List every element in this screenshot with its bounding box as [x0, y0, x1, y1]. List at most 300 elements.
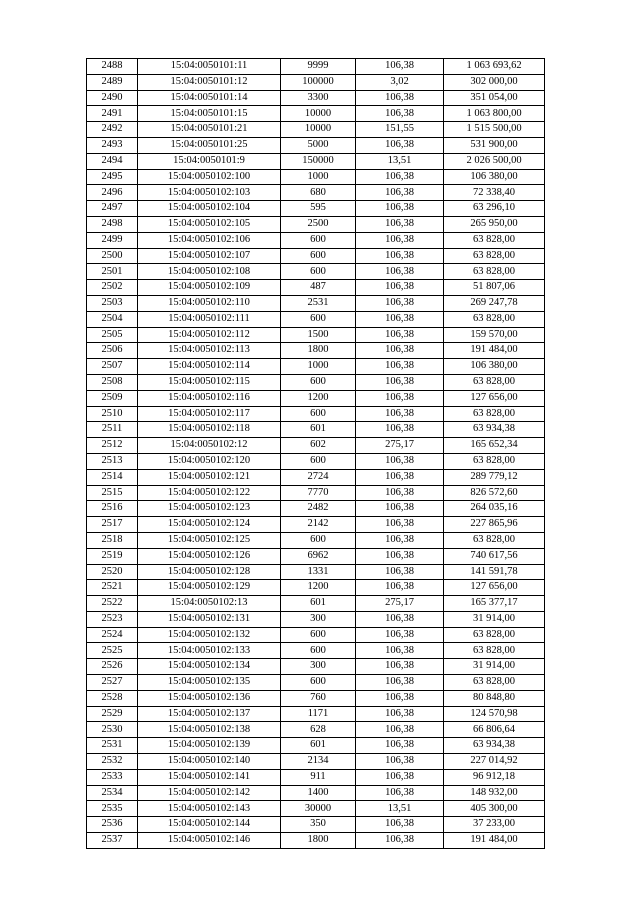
row-number-cell: 2535	[87, 801, 138, 817]
cadastral-number-cell: 15:04:0050102:107	[138, 248, 281, 264]
rate-cell: 106,38	[356, 343, 444, 359]
cadastral-value-cell: 72 338,40	[444, 185, 545, 201]
table-row	[87, 722, 545, 738]
rate-cell: 151,55	[356, 122, 444, 138]
table-row	[87, 675, 545, 691]
cadastral-value-cell: 302 000,00	[444, 74, 545, 90]
area-cell: 760	[281, 690, 356, 706]
row-number-cell: 2520	[87, 564, 138, 580]
table-row	[87, 106, 545, 122]
cadastral-number-cell: 15:04:0050102:140	[138, 754, 281, 770]
area-cell: 1000	[281, 359, 356, 375]
area-cell: 600	[281, 453, 356, 469]
cadastral-number-cell: 15:04:0050102:114	[138, 359, 281, 375]
area-cell: 2500	[281, 216, 356, 232]
rate-cell: 13,51	[356, 153, 444, 169]
row-number-cell: 2524	[87, 627, 138, 643]
table-row	[87, 706, 545, 722]
area-cell: 6962	[281, 548, 356, 564]
row-number-cell: 2534	[87, 785, 138, 801]
cadastral-value-cell: 531 900,00	[444, 137, 545, 153]
rate-cell: 275,17	[356, 596, 444, 612]
row-number-cell: 2516	[87, 501, 138, 517]
cadastral-value-cell: 289 779,12	[444, 469, 545, 485]
cadastral-number-cell: 15:04:0050102:117	[138, 406, 281, 422]
cadastral-number-cell: 15:04:0050101:11	[138, 59, 281, 75]
row-number-cell: 2530	[87, 722, 138, 738]
table-body	[87, 59, 545, 849]
table-row	[87, 643, 545, 659]
cadastral-number-cell: 15:04:0050102:135	[138, 675, 281, 691]
cadastral-value-cell: 63 934,38	[444, 422, 545, 438]
area-cell: 350	[281, 817, 356, 833]
table-row	[87, 548, 545, 564]
row-number-cell: 2507	[87, 359, 138, 375]
table-row	[87, 738, 545, 754]
cadastral-number-cell: 15:04:0050101:21	[138, 122, 281, 138]
cadastral-value-cell: 31 914,00	[444, 611, 545, 627]
cadastral-value-cell: 351 054,00	[444, 90, 545, 106]
cadastral-value-cell: 159 570,00	[444, 327, 545, 343]
cadastral-value-cell: 227 865,96	[444, 517, 545, 533]
cadastral-value-cell: 127 656,00	[444, 390, 545, 406]
row-number-cell: 2497	[87, 201, 138, 217]
area-cell: 1200	[281, 390, 356, 406]
cadastral-value-cell: 227 014,92	[444, 754, 545, 770]
table-row	[87, 754, 545, 770]
area-cell: 7770	[281, 485, 356, 501]
table-row	[87, 374, 545, 390]
area-cell: 600	[281, 532, 356, 548]
row-number-cell: 2515	[87, 485, 138, 501]
cadastral-number-cell: 15:04:0050102:139	[138, 738, 281, 754]
rate-cell: 106,38	[356, 327, 444, 343]
cadastral-number-cell: 15:04:0050102:131	[138, 611, 281, 627]
row-number-cell: 2511	[87, 422, 138, 438]
table-row	[87, 769, 545, 785]
cadastral-number-cell: 15:04:0050101:14	[138, 90, 281, 106]
area-cell: 601	[281, 596, 356, 612]
cadastral-value-cell: 2 026 500,00	[444, 153, 545, 169]
table-row	[87, 690, 545, 706]
cadastral-value-cell: 1 063 693,62	[444, 59, 545, 75]
rate-cell: 106,38	[356, 90, 444, 106]
area-cell: 1000	[281, 169, 356, 185]
area-cell: 5000	[281, 137, 356, 153]
rate-cell: 106,38	[356, 833, 444, 849]
area-cell: 487	[281, 280, 356, 296]
cadastral-number-cell: 15:04:0050102:115	[138, 374, 281, 390]
row-number-cell: 2521	[87, 580, 138, 596]
area-cell: 2724	[281, 469, 356, 485]
row-number-cell: 2509	[87, 390, 138, 406]
row-number-cell: 2528	[87, 690, 138, 706]
table-row	[87, 359, 545, 375]
cadastral-value-cell: 191 484,00	[444, 343, 545, 359]
rate-cell: 106,38	[356, 374, 444, 390]
rate-cell: 106,38	[356, 422, 444, 438]
cadastral-value-cell: 63 828,00	[444, 311, 545, 327]
cadastral-value-cell: 165 377,17	[444, 596, 545, 612]
area-cell: 3300	[281, 90, 356, 106]
table-row	[87, 438, 545, 454]
cadastral-number-cell: 15:04:0050102:137	[138, 706, 281, 722]
area-cell: 1800	[281, 343, 356, 359]
table-row	[87, 485, 545, 501]
cadastral-number-cell: 15:04:0050101:9	[138, 153, 281, 169]
table-row	[87, 580, 545, 596]
row-number-cell: 2532	[87, 754, 138, 770]
table-row	[87, 422, 545, 438]
area-cell: 10000	[281, 106, 356, 122]
row-number-cell: 2510	[87, 406, 138, 422]
cadastral-number-cell: 15:04:0050102:103	[138, 185, 281, 201]
cadastral-value-cell: 63 828,00	[444, 374, 545, 390]
row-number-cell: 2526	[87, 659, 138, 675]
cadastral-number-cell: 15:04:0050102:111	[138, 311, 281, 327]
cadastral-value-cell: 63 828,00	[444, 627, 545, 643]
table-row	[87, 216, 545, 232]
table-row	[87, 801, 545, 817]
rate-cell: 106,38	[356, 643, 444, 659]
cadastral-number-cell: 15:04:0050102:141	[138, 769, 281, 785]
cadastral-number-cell: 15:04:0050102:136	[138, 690, 281, 706]
rate-cell: 106,38	[356, 722, 444, 738]
rate-cell: 106,38	[356, 201, 444, 217]
cadastral-value-cell: 165 652,34	[444, 438, 545, 454]
cadastral-value-cell: 63 828,00	[444, 264, 545, 280]
rate-cell: 106,38	[356, 690, 444, 706]
cadastral-number-cell: 15:04:0050102:112	[138, 327, 281, 343]
area-cell: 600	[281, 406, 356, 422]
table-row	[87, 469, 545, 485]
rate-cell: 106,38	[356, 216, 444, 232]
cadastral-number-cell: 15:04:0050102:123	[138, 501, 281, 517]
rate-cell: 106,38	[356, 706, 444, 722]
area-cell: 2531	[281, 295, 356, 311]
table-row	[87, 280, 545, 296]
cadastral-value-cell: 191 484,00	[444, 833, 545, 849]
cadastral-value-cell: 96 912,18	[444, 769, 545, 785]
cadastral-value-cell: 106 380,00	[444, 359, 545, 375]
land-plots-table	[86, 58, 545, 849]
table-row	[87, 406, 545, 422]
area-cell: 595	[281, 201, 356, 217]
table-row	[87, 390, 545, 406]
area-cell: 600	[281, 627, 356, 643]
rate-cell: 106,38	[356, 785, 444, 801]
table-row	[87, 201, 545, 217]
cadastral-number-cell: 15:04:0050102:109	[138, 280, 281, 296]
rate-cell: 275,17	[356, 438, 444, 454]
area-cell: 680	[281, 185, 356, 201]
table-row	[87, 122, 545, 138]
rate-cell: 106,38	[356, 169, 444, 185]
rate-cell: 106,38	[356, 469, 444, 485]
area-cell: 600	[281, 232, 356, 248]
cadastral-value-cell: 80 848,80	[444, 690, 545, 706]
cadastral-number-cell: 15:04:0050102:110	[138, 295, 281, 311]
row-number-cell: 2536	[87, 817, 138, 833]
rate-cell: 106,38	[356, 264, 444, 280]
row-number-cell: 2496	[87, 185, 138, 201]
cadastral-number-cell: 15:04:0050102:124	[138, 517, 281, 533]
table-row	[87, 169, 545, 185]
row-number-cell: 2531	[87, 738, 138, 754]
row-number-cell: 2506	[87, 343, 138, 359]
rate-cell: 106,38	[356, 280, 444, 296]
cadastral-number-cell: 15:04:0050102:132	[138, 627, 281, 643]
row-number-cell: 2500	[87, 248, 138, 264]
cadastral-value-cell: 264 035,16	[444, 501, 545, 517]
area-cell: 601	[281, 422, 356, 438]
cadastral-value-cell: 269 247,78	[444, 295, 545, 311]
row-number-cell: 2498	[87, 216, 138, 232]
cadastral-number-cell: 15:04:0050101:15	[138, 106, 281, 122]
cadastral-number-cell: 15:04:0050102:129	[138, 580, 281, 596]
rate-cell: 106,38	[356, 59, 444, 75]
row-number-cell: 2504	[87, 311, 138, 327]
row-number-cell: 2489	[87, 74, 138, 90]
cadastral-number-cell: 15:04:0050102:106	[138, 232, 281, 248]
row-number-cell: 2523	[87, 611, 138, 627]
rate-cell: 106,38	[356, 137, 444, 153]
area-cell: 100000	[281, 74, 356, 90]
cadastral-number-cell: 15:04:0050102:118	[138, 422, 281, 438]
table-row	[87, 59, 545, 75]
area-cell: 600	[281, 248, 356, 264]
cadastral-number-cell: 15:04:0050102:108	[138, 264, 281, 280]
area-cell: 600	[281, 643, 356, 659]
cadastral-value-cell: 31 914,00	[444, 659, 545, 675]
area-cell: 10000	[281, 122, 356, 138]
row-number-cell: 2518	[87, 532, 138, 548]
rate-cell: 106,38	[356, 611, 444, 627]
rate-cell: 106,38	[356, 580, 444, 596]
area-cell: 2482	[281, 501, 356, 517]
cadastral-number-cell: 15:04:0050102:105	[138, 216, 281, 232]
cadastral-value-cell: 63 828,00	[444, 232, 545, 248]
cadastral-number-cell: 15:04:0050102:142	[138, 785, 281, 801]
table-row	[87, 564, 545, 580]
cadastral-value-cell: 826 572,60	[444, 485, 545, 501]
rate-cell: 13,51	[356, 801, 444, 817]
rate-cell: 106,38	[356, 517, 444, 533]
table-row	[87, 532, 545, 548]
cadastral-number-cell: 15:04:0050102:144	[138, 817, 281, 833]
row-number-cell: 2529	[87, 706, 138, 722]
rate-cell: 106,38	[356, 501, 444, 517]
row-number-cell: 2490	[87, 90, 138, 106]
cadastral-value-cell: 1 515 500,00	[444, 122, 545, 138]
row-number-cell: 2494	[87, 153, 138, 169]
cadastral-value-cell: 141 591,78	[444, 564, 545, 580]
cadastral-number-cell: 15:04:0050102:104	[138, 201, 281, 217]
table-row	[87, 248, 545, 264]
table-row	[87, 311, 545, 327]
area-cell: 30000	[281, 801, 356, 817]
table-row	[87, 295, 545, 311]
cadastral-number-cell: 15:04:0050102:121	[138, 469, 281, 485]
area-cell: 1331	[281, 564, 356, 580]
rate-cell: 106,38	[356, 754, 444, 770]
cadastral-number-cell: 15:04:0050102:122	[138, 485, 281, 501]
table-row	[87, 596, 545, 612]
rate-cell: 106,38	[356, 106, 444, 122]
row-number-cell: 2519	[87, 548, 138, 564]
cadastral-number-cell: 15:04:0050101:25	[138, 137, 281, 153]
cadastral-number-cell: 15:04:0050102:113	[138, 343, 281, 359]
cadastral-value-cell: 63 828,00	[444, 453, 545, 469]
row-number-cell: 2493	[87, 137, 138, 153]
table-row	[87, 137, 545, 153]
table-row	[87, 90, 545, 106]
cadastral-number-cell: 15:04:0050102:100	[138, 169, 281, 185]
area-cell: 2142	[281, 517, 356, 533]
table-row	[87, 343, 545, 359]
area-cell: 602	[281, 438, 356, 454]
area-cell: 1800	[281, 833, 356, 849]
rate-cell: 106,38	[356, 406, 444, 422]
table-row	[87, 501, 545, 517]
cadastral-value-cell: 740 617,56	[444, 548, 545, 564]
row-number-cell: 2492	[87, 122, 138, 138]
cadastral-number-cell: 15:04:0050102:134	[138, 659, 281, 675]
rate-cell: 106,38	[356, 453, 444, 469]
row-number-cell: 2505	[87, 327, 138, 343]
cadastral-number-cell: 15:04:0050102:120	[138, 453, 281, 469]
cadastral-value-cell: 265 950,00	[444, 216, 545, 232]
rate-cell: 106,38	[356, 659, 444, 675]
cadastral-number-cell: 15:04:0050102:116	[138, 390, 281, 406]
table-row	[87, 453, 545, 469]
cadastral-value-cell: 148 932,00	[444, 785, 545, 801]
cadastral-value-cell: 63 828,00	[444, 532, 545, 548]
cadastral-value-cell: 405 300,00	[444, 801, 545, 817]
area-cell: 300	[281, 659, 356, 675]
table-row	[87, 611, 545, 627]
cadastral-value-cell: 66 806,64	[444, 722, 545, 738]
cadastral-value-cell: 1 063 800,00	[444, 106, 545, 122]
table-row	[87, 264, 545, 280]
cadastral-value-cell: 106 380,00	[444, 169, 545, 185]
table-row	[87, 785, 545, 801]
row-number-cell: 2501	[87, 264, 138, 280]
table-row	[87, 817, 545, 833]
row-number-cell: 2514	[87, 469, 138, 485]
cadastral-number-cell: 15:04:0050102:128	[138, 564, 281, 580]
table-row	[87, 74, 545, 90]
row-number-cell: 2499	[87, 232, 138, 248]
area-cell: 1500	[281, 327, 356, 343]
row-number-cell: 2533	[87, 769, 138, 785]
table-row	[87, 833, 545, 849]
rate-cell: 106,38	[356, 548, 444, 564]
rate-cell: 106,38	[356, 485, 444, 501]
rate-cell: 106,38	[356, 532, 444, 548]
table-row	[87, 153, 545, 169]
area-cell: 1171	[281, 706, 356, 722]
area-cell: 911	[281, 769, 356, 785]
area-cell: 9999	[281, 59, 356, 75]
row-number-cell: 2495	[87, 169, 138, 185]
rate-cell: 106,38	[356, 769, 444, 785]
cadastral-value-cell: 127 656,00	[444, 580, 545, 596]
row-number-cell: 2513	[87, 453, 138, 469]
cadastral-value-cell: 63 828,00	[444, 643, 545, 659]
cadastral-number-cell: 15:04:0050102:133	[138, 643, 281, 659]
cadastral-value-cell: 37 233,00	[444, 817, 545, 833]
row-number-cell: 2502	[87, 280, 138, 296]
rate-cell: 3,02	[356, 74, 444, 90]
area-cell: 2134	[281, 754, 356, 770]
row-number-cell: 2527	[87, 675, 138, 691]
area-cell: 601	[281, 738, 356, 754]
cadastral-value-cell: 63 828,00	[444, 406, 545, 422]
cadastral-number-cell: 15:04:0050102:146	[138, 833, 281, 849]
cadastral-value-cell: 51 807,06	[444, 280, 545, 296]
table-row	[87, 517, 545, 533]
rate-cell: 106,38	[356, 627, 444, 643]
row-number-cell: 2503	[87, 295, 138, 311]
area-cell: 600	[281, 264, 356, 280]
rate-cell: 106,38	[356, 311, 444, 327]
rate-cell: 106,38	[356, 359, 444, 375]
rate-cell: 106,38	[356, 248, 444, 264]
cadastral-number-cell: 15:04:0050102:126	[138, 548, 281, 564]
cadastral-number-cell: 15:04:0050102:143	[138, 801, 281, 817]
cadastral-value-cell: 63 934,38	[444, 738, 545, 754]
rate-cell: 106,38	[356, 738, 444, 754]
rate-cell: 106,38	[356, 675, 444, 691]
rate-cell: 106,38	[356, 232, 444, 248]
cadastral-number-cell: 15:04:0050102:12	[138, 438, 281, 454]
rate-cell: 106,38	[356, 390, 444, 406]
table-row	[87, 185, 545, 201]
area-cell: 628	[281, 722, 356, 738]
table-row	[87, 627, 545, 643]
rate-cell: 106,38	[356, 295, 444, 311]
area-cell: 150000	[281, 153, 356, 169]
rate-cell: 106,38	[356, 185, 444, 201]
row-number-cell: 2537	[87, 833, 138, 849]
area-cell: 600	[281, 675, 356, 691]
rate-cell: 106,38	[356, 564, 444, 580]
table-row	[87, 327, 545, 343]
row-number-cell: 2522	[87, 596, 138, 612]
cadastral-number-cell: 15:04:0050101:12	[138, 74, 281, 90]
row-number-cell: 2512	[87, 438, 138, 454]
table-row	[87, 232, 545, 248]
cadastral-value-cell: 63 828,00	[444, 248, 545, 264]
table-row	[87, 659, 545, 675]
row-number-cell: 2525	[87, 643, 138, 659]
cadastral-value-cell: 63 828,00	[444, 675, 545, 691]
cadastral-value-cell: 63 296,10	[444, 201, 545, 217]
area-cell: 300	[281, 611, 356, 627]
rate-cell: 106,38	[356, 817, 444, 833]
area-cell: 600	[281, 311, 356, 327]
cadastral-number-cell: 15:04:0050102:138	[138, 722, 281, 738]
row-number-cell: 2508	[87, 374, 138, 390]
area-cell: 1400	[281, 785, 356, 801]
area-cell: 600	[281, 374, 356, 390]
row-number-cell: 2491	[87, 106, 138, 122]
row-number-cell: 2517	[87, 517, 138, 533]
cadastral-number-cell: 15:04:0050102:125	[138, 532, 281, 548]
cadastral-number-cell: 15:04:0050102:13	[138, 596, 281, 612]
cadastral-value-cell: 124 570,98	[444, 706, 545, 722]
